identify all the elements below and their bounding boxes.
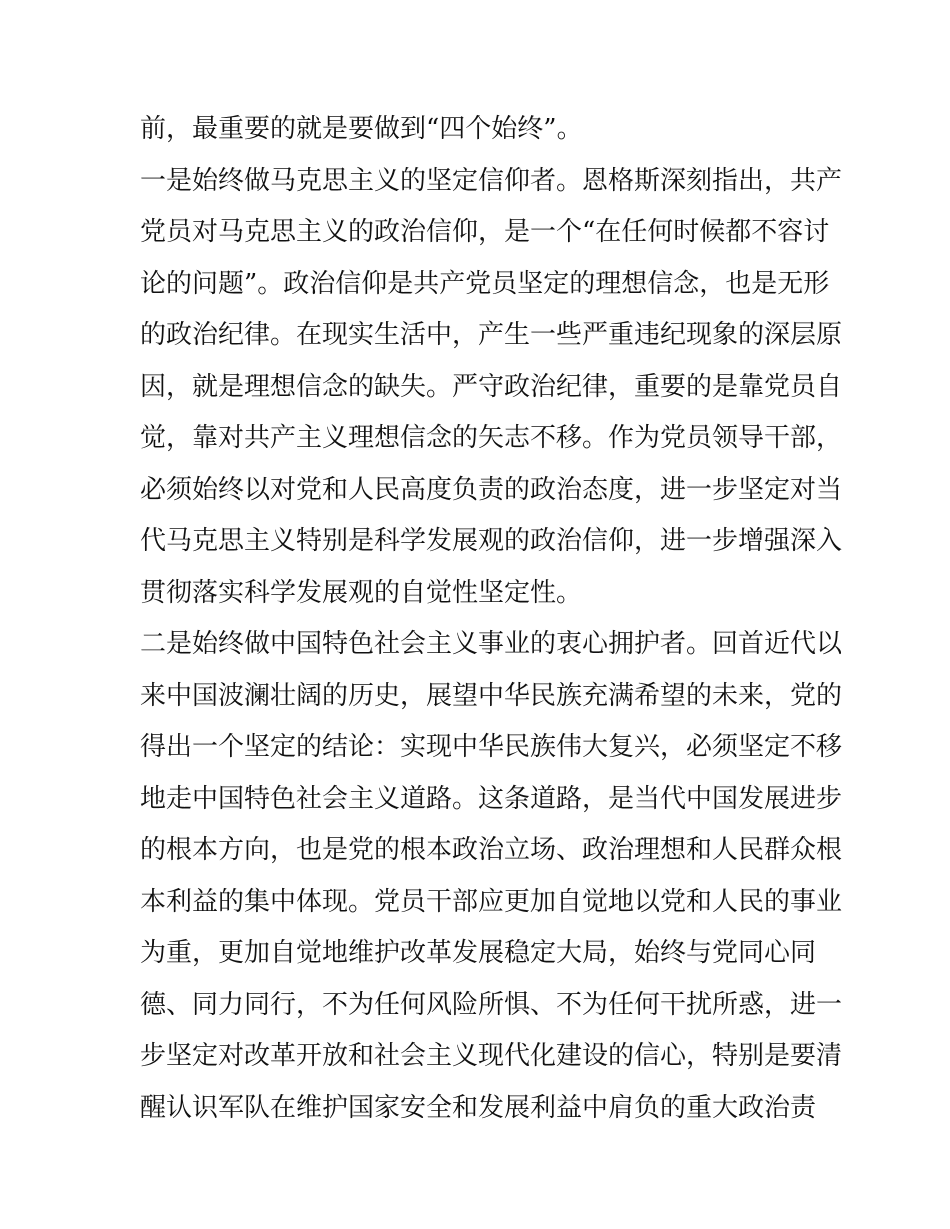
text-line: 醒认识军队在维护国家安全和发展利益中肩负的重大政治责 xyxy=(140,1092,817,1123)
text-line: 二是始终做中国特色社会主义事业的衷心拥护者。回首近代以 xyxy=(140,629,843,659)
text-line: 因，就是理想信念的缺失。严守政治纪律，重要的是靠党员自 xyxy=(140,371,843,402)
text-line: 地走中国特色社会主义道路。这条道路，是当代中国发展进步 xyxy=(140,783,843,814)
text-line: 前，最重要的就是要做到“四个始终”。 xyxy=(140,114,583,144)
text-line: 党员对马克思主义的政治信仰，是一个“在任何时候都不容讨 xyxy=(140,217,830,247)
text-line: 德、同力同行，不为任何风险所惧、不为任何干扰所惑，进一 xyxy=(140,989,843,1020)
text-line: 必须始终以对党和人民高度负责的政治态度，进一步坚定对当 xyxy=(140,474,843,505)
text-line: 为重，更加自觉地维护改革发展稳定大局，始终与党同心同 xyxy=(140,938,817,968)
text-line: 来中国波澜壮阔的历史，展望中华民族充满希望的未来，党的 xyxy=(140,680,843,711)
text-line: 一是始终做马克思主义的坚定信仰者。恩格斯深刻指出，共产 xyxy=(140,165,843,196)
body-text xyxy=(140,104,843,1134)
text-line: 步坚定对改革开放和社会主义现代化建设的信心，特别是要清 xyxy=(140,1041,843,1071)
text-line: 代马克思主义特别是科学发展观的政治信仰，进一步增强深入 xyxy=(140,526,843,556)
text-line: 得出一个坚定的结论：实现中华民族伟大复兴，必须坚定不移 xyxy=(140,732,843,762)
text-line: 的政治纪律。在现实生活中，产生一些严重违纪现象的深层原 xyxy=(140,320,843,350)
text-line: 本利益的集中体现。党员干部应更加自觉地以党和人民的事业 xyxy=(140,886,843,917)
text-line: 论的问题”。政治信仰是共产党员坚定的理想信念，也是无形 xyxy=(140,268,830,299)
text-line: 觉，靠对共产主义理想信念的矢志不移。作为党员领导干部， xyxy=(140,423,843,453)
text-line: 贯彻落实科学发展观的自觉性坚定性。 xyxy=(140,577,583,608)
text-line: 的根本方向，也是党的根本政治立场、政治理想和人民群众根 xyxy=(140,835,843,865)
